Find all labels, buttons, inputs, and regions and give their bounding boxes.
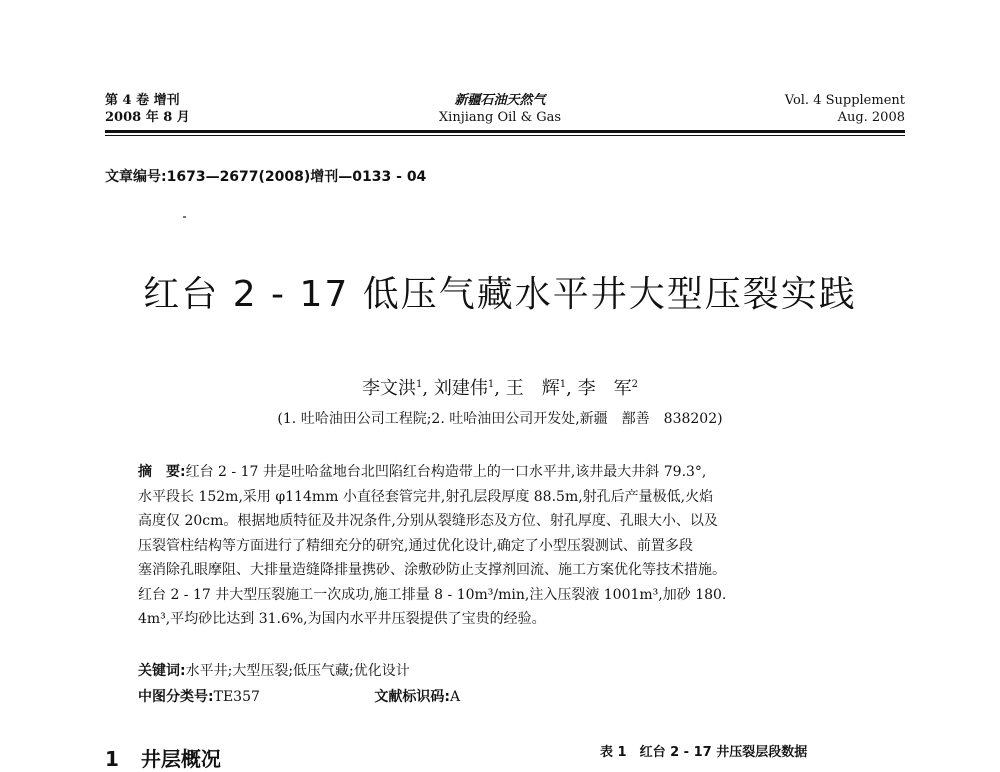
affiliations: (1. 吐哈油田公司工程院;2. 吐哈油田公司开发处,新疆 鄯善 838202) [277, 411, 723, 427]
clc-value: TE357 [213, 689, 260, 705]
author-affiliation-mark: 1 [559, 379, 567, 390]
author-name: 王 辉 [505, 378, 560, 399]
abstract-line: 高度仅 20cm。根据地质特征及井况条件,分别从裂缝形态及方位、射孔厚度、孔眼大小、以及 [138, 513, 718, 529]
paper-title: 红台 2 - 17 低压气藏水平井大型压裂实践 [143, 274, 857, 315]
header-rule-thick [105, 130, 905, 133]
scan-speck [183, 216, 186, 218]
journal-volume-en [785, 92, 905, 126]
abstract-label: 摘 要: [138, 464, 186, 480]
abstract-line: 压裂管柱结构等方面进行了精细充分的研究,通过优化设计,确定了小型压裂测试、前置多段 [138, 537, 693, 554]
author-name: 李 军 [577, 378, 632, 399]
section-title: 井层概况 [140, 747, 221, 771]
classification [138, 686, 460, 706]
abstract-line: 塞消除孔眼摩阻、大排量造缝降排量携砂、涂敷砂防止支撑剂回流、施工方案优化等技术措施。 [138, 562, 726, 578]
date-line-en: Aug. 2008 [837, 110, 905, 125]
doc-code-label: 文献标识码: [374, 689, 450, 705]
table-caption: 表 1 红台 2 - 17 井压裂层段数据 [600, 745, 808, 760]
section-number: 1 [105, 747, 119, 771]
date-line: 2008 年 8 月 [105, 110, 190, 125]
keywords-text: 水平井;大型压裂;低压气藏;优化设计 [185, 663, 410, 679]
author-affiliation-mark: 2 [631, 379, 638, 390]
author-name: 刘建伟 [433, 378, 488, 399]
keywords-label: 关键词: [138, 663, 186, 679]
clc-label: 中图分类号: [138, 689, 214, 705]
abstract-line [138, 460, 878, 485]
abstract-line: 水平段长 152m,采用 φ114mm 小直径套管完井,射孔层段厚度 88.5m,射孔后产量极低,火焰 [138, 488, 714, 505]
keywords [138, 660, 410, 680]
author-list [0, 374, 1000, 400]
author-separator: , [422, 378, 429, 399]
abstract-line: 红台 2 - 17 井大型压裂施工一次成功,施工排量 8 - 10m³/min,注入压裂液 1001m³,加砂 180. [138, 586, 727, 603]
author-affiliation-mark: 1 [416, 379, 423, 390]
abstract [138, 460, 878, 632]
journal-name-en: Xinjiang Oil & Gas [438, 110, 562, 125]
volume-line-en: Vol. 4 Supplement [784, 93, 905, 108]
author-separator: , [494, 378, 500, 399]
abstract-line: 4m³,平均砂比达到 31.6%,为国内水平井压裂提供了宝贵的经验。 [138, 611, 546, 627]
volume-line: 第 4 卷 增刊 [105, 93, 180, 108]
doc-code-value: A [449, 689, 461, 705]
journal-name-cn: 新疆石油天然气 [454, 93, 546, 108]
author-name: 李文洪 [362, 378, 417, 399]
abstract-text: 红台 2 - 17 井是吐哈盆地台北凹陷红台构造带上的一口水平井,该井最大井斜 79.3°, [185, 464, 707, 480]
header-rule-thin [105, 135, 905, 136]
author-affiliation-mark: 1 [487, 379, 495, 390]
article-number: 文章编号:1673—2677(2008)增刊—0133 - 04 [105, 169, 427, 185]
section-heading [105, 743, 221, 772]
author-separator: , [566, 378, 572, 399]
